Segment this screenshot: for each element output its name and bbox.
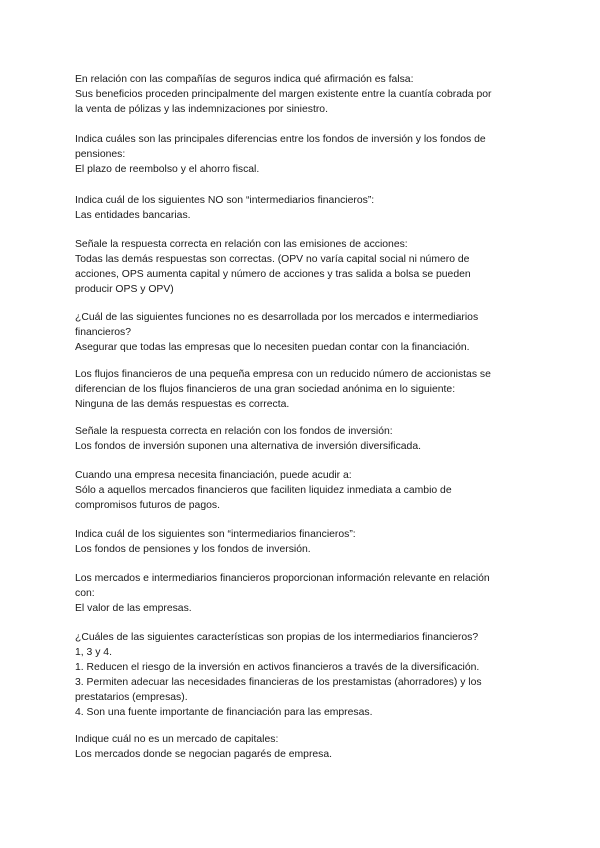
- qa-block-6: [75, 367, 525, 412]
- answer-text: El plazo de reembolso y el ahorro fiscal.: [75, 164, 260, 175]
- question-text: En relación con las compañías de seguros indica qué afirmación es falsa:: [75, 74, 414, 85]
- qa-block-7: [75, 424, 525, 454]
- qa-block-8: [75, 468, 525, 513]
- answer-text: Sus beneficios proceden principalmente del margen existente entre la cuantía cobrada por la venta de pólizas y las indemnizaciones por siniestro.: [75, 89, 492, 115]
- answer-text: Las entidades bancarias.: [75, 210, 191, 221]
- answer-text: El valor de las empresas.: [75, 603, 192, 614]
- qa-block-3: [75, 193, 525, 223]
- question-text: ¿Cuáles de las siguientes características son propias de los intermediarios financieros?: [75, 632, 479, 643]
- qa-block-1: [75, 72, 525, 117]
- answer-text: Ninguna de las demás respuestas es correcta.: [75, 399, 290, 410]
- qa-block-2: [75, 132, 525, 177]
- qa-block-4: [75, 237, 525, 297]
- question-text: Señale la respuesta correcta en relación con las emisiones de acciones:: [75, 239, 408, 250]
- question-text: Indica cuál de los siguientes NO son “intermediarios financieros”:: [75, 195, 375, 206]
- answer-text: 1, 3 y 4. 1. Reducen el riesgo de la inversión en activos financieros a través de la diversificación. 3. Permiten adecuar las necesidades financieras de los prestamistas (ahorradores) y los prestatarios (empresas). 4. Son una fuente importante de financiación para las empresas.: [75, 647, 482, 718]
- question-text: Señale la respuesta correcta en relación con los fondos de inversión:: [75, 426, 393, 437]
- question-text: Indica cuál de los siguientes son “intermediarios financieros”:: [75, 529, 356, 540]
- question-text: Indica cuáles son las principales diferencias entre los fondos de inversión y los fondos de pensiones:: [75, 134, 486, 160]
- question-text: Los mercados e intermediarios financieros proporcionan información relevante en relación con:: [75, 573, 490, 599]
- answer-text: Asegurar que todas las empresas que lo necesiten puedan contar con la financiación.: [75, 342, 470, 353]
- question-text: ¿Cuál de las siguientes funciones no es desarrollada por los mercados e intermediarios financieros?: [75, 312, 479, 338]
- question-text: Los flujos financieros de una pequeña empresa con un reducido número de accionistas se diferencian de los flujos financieros de una gran sociedad anónima en lo siguiente:: [75, 369, 491, 395]
- qa-block-5: [75, 310, 525, 355]
- qa-block-10: [75, 571, 525, 616]
- answer-text: Todas las demás respuestas son correctas. (OPV no varía capital social ni número de acciones, OPS aumenta capital y número de acciones y tras salida a bolsa se pueden producir OPS y OPV): [75, 254, 471, 295]
- answer-text: Los mercados donde se negocian pagarés de empresa.: [75, 749, 333, 760]
- answer-text: Sólo a aquellos mercados financieros que faciliten liquidez inmediata a cambio de compromisos futuros de pagos.: [75, 485, 452, 511]
- question-text: Cuando una empresa necesita financiación, puede acudir a:: [75, 470, 352, 481]
- qa-block-11: [75, 630, 525, 720]
- answer-text: Los fondos de inversión suponen una alternativa de inversión diversificada.: [75, 441, 421, 452]
- question-text: Indique cuál no es un mercado de capitales:: [75, 734, 279, 745]
- qa-block-12: [75, 732, 525, 762]
- qa-block-9: [75, 527, 525, 557]
- answer-text: Los fondos de pensiones y los fondos de inversión.: [75, 544, 311, 555]
